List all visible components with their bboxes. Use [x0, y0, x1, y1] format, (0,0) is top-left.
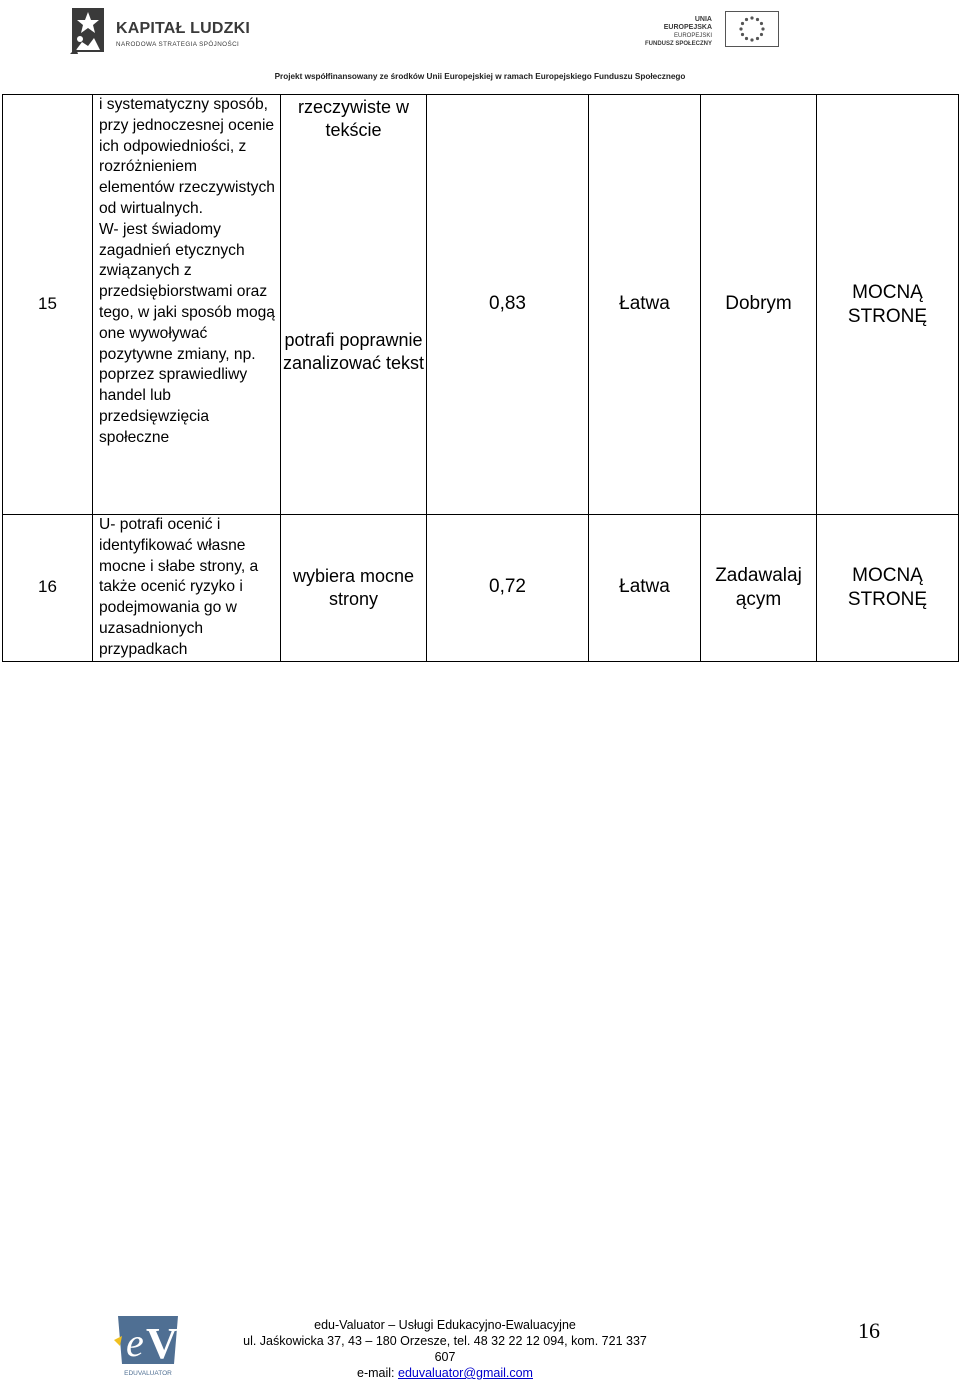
- footer-line2: ul. Jaśkowicka 37, 43 – 180 Orzesze, tel. 48 32 22 12 094, kom. 721 337 607: [243, 1334, 647, 1364]
- row-difficulty: Łatwa: [589, 95, 701, 515]
- row-strength: [817, 515, 959, 662]
- kapital-ludzki-logo: [66, 6, 256, 56]
- table-row: [3, 515, 959, 662]
- row-description: [93, 95, 281, 515]
- strength-text: MOCNĄ STRONĘ: [847, 564, 928, 610]
- eduvaluator-logo: [108, 1310, 188, 1382]
- eu-flag-icon: [725, 11, 779, 47]
- skill-text: wybiera mocne strony: [292, 565, 415, 609]
- eu-line1: UNIA EUROPEJSKA: [663, 16, 712, 31]
- eu-text: [645, 16, 712, 48]
- row-value: 0,72: [427, 515, 589, 662]
- eu-logo: [640, 10, 785, 50]
- row-number: 16: [3, 515, 93, 662]
- svg-text:e: e: [126, 1320, 144, 1365]
- footer-email-label: e-mail:: [357, 1366, 398, 1380]
- footer-line1: edu-Valuator – Usługi Edukacyjno-Ewaluacyjne: [314, 1318, 576, 1332]
- assessment-table: [2, 94, 959, 662]
- row-difficulty: Łatwa: [589, 515, 701, 662]
- strength-text: MOCNĄ STRONĘ: [847, 281, 928, 327]
- footer-email-link[interactable]: eduvaluator@gmail.com: [398, 1366, 533, 1380]
- row-description: U- potrafi ocenić i identyfikować własne mocne i słabe strony, a także ocenić ryzyko i podejmowania go w uzasadnionych przypadkach: [93, 515, 281, 662]
- row-rating: [701, 515, 817, 662]
- spacer: [281, 142, 426, 329]
- rating-text: Zadawalaj ącym: [715, 564, 802, 610]
- eu-line3: FUNDUSZ SPOŁECZNY: [645, 41, 713, 47]
- skill-text: potrafi poprawnie zanalizować tekst: [282, 330, 425, 373]
- row-skill: [281, 515, 427, 662]
- svg-text:V: V: [146, 1319, 178, 1368]
- description-text: W- jest świadomy zagadnień etycznych związanych z przedsiębiorstwami oraz tego, w jaki sposób mogą one wywoływać pozytywne zmiany, np. poprzez sprawiedliwy handel lub przedsięwzięcia społeczne: [99, 220, 275, 446]
- kapital-ludzki-subtitle: NARODOWA STRATEGIA SPÓJNOŚCI: [116, 41, 240, 48]
- footer-line3: [235, 1365, 655, 1381]
- continued-description: i systematyczny sposób, przy jednoczesnej ocenie ich odpowiedniości, z rozróżnieniem elementów rzeczywistych od wirtualnych.: [99, 96, 275, 217]
- eu-line2: EUROPEJSKI: [673, 33, 712, 39]
- row-number: 15: [3, 95, 93, 515]
- row-rating: Dobrym: [701, 95, 817, 515]
- row-skill: [281, 95, 427, 515]
- kapital-ludzki-emblem-icon: [66, 6, 110, 56]
- footer-contact: [235, 1317, 655, 1381]
- cofinancing-note: Projekt współfinansowany ze środków Unii Europejskiej w ramach Europejskiego Funduszu Społecznego: [274, 72, 686, 81]
- continued-skill: rzeczywiste w tekście: [297, 97, 409, 140]
- row-strength: [817, 95, 959, 515]
- row-value: 0,83: [427, 95, 589, 515]
- table-row: [3, 95, 959, 515]
- kapital-ludzki-title: KAPITAŁ LUDZKI: [116, 20, 251, 37]
- eduvaluator-logo-text: EDUVALUATOR: [124, 1370, 172, 1377]
- page-number: 16: [858, 1318, 880, 1343]
